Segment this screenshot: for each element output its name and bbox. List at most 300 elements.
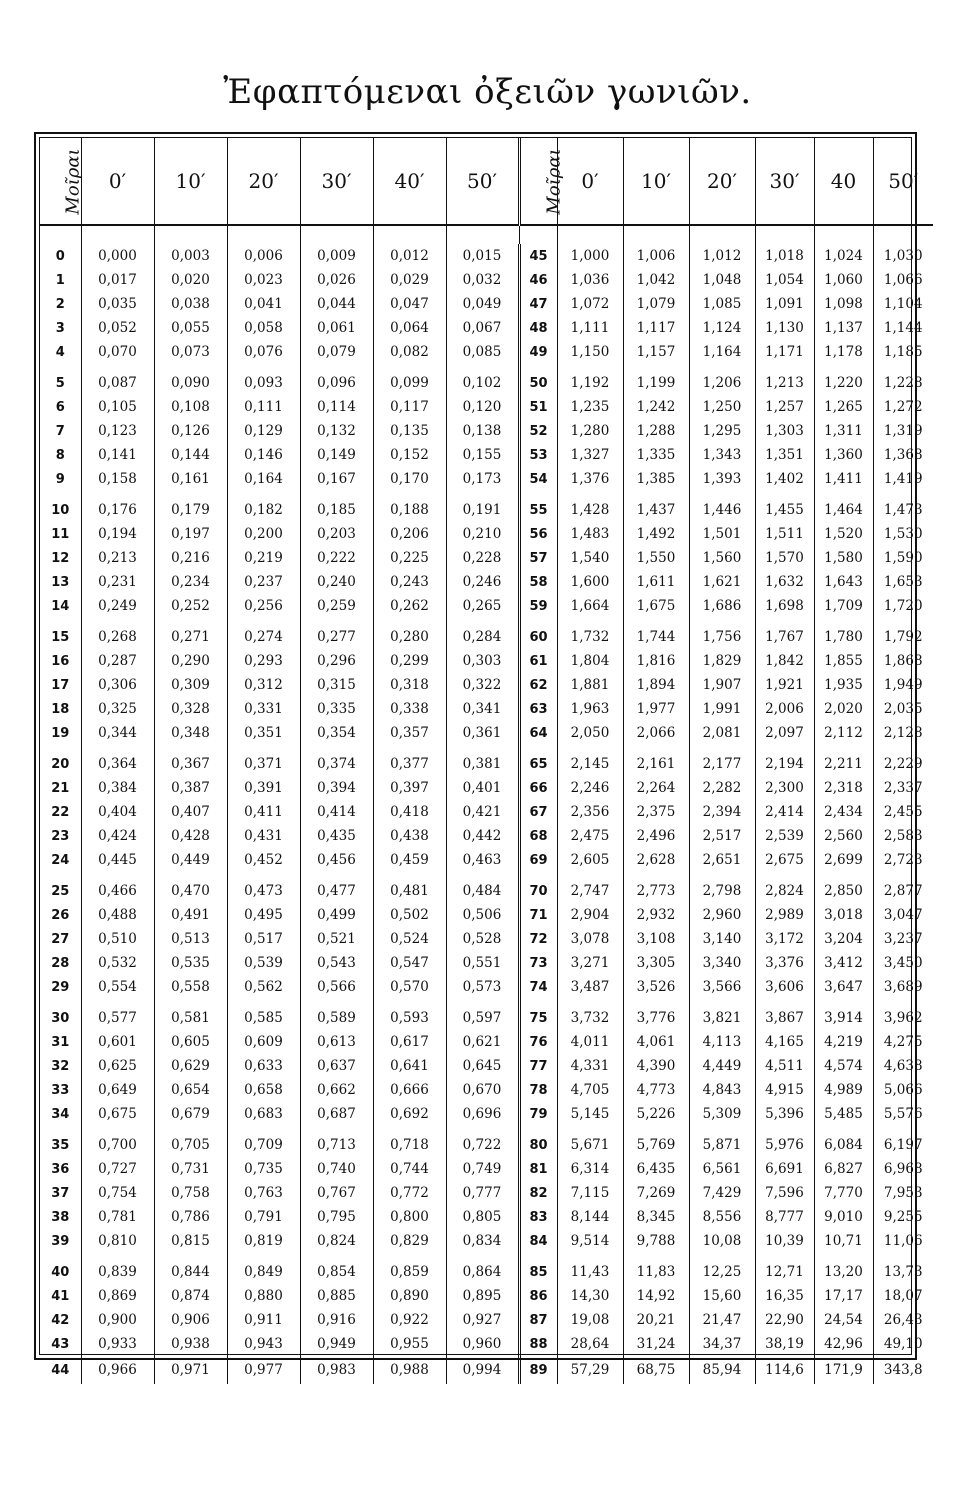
tangent-value-cell: 0,404 <box>81 800 154 824</box>
tangent-value-cell: 2,723 <box>883 852 923 868</box>
tangent-value-cell: 2,414 <box>755 800 814 824</box>
tangent-value-cell: 0,513 <box>154 927 227 951</box>
table-row <box>40 1205 933 1229</box>
table-row <box>40 927 933 951</box>
tangent-value-cell: 0,744 <box>373 1157 446 1181</box>
tangent-value-cell: 0,167 <box>300 467 373 491</box>
tangent-value-cell: 1,907 <box>689 673 755 697</box>
tangent-value-cell: 0,477 <box>300 872 373 903</box>
tangent-value-cell: 3,305 <box>623 951 689 975</box>
table-row <box>40 467 933 491</box>
tangent-value-cell: 1,643 <box>814 570 873 594</box>
tangent-value-cell: 1,411 <box>814 467 873 491</box>
tangent-value-cell: 2,097 <box>755 721 814 745</box>
tangent-value-cell: 1,483 <box>557 522 623 546</box>
tangent-value-cell: 12,71 <box>755 1253 814 1284</box>
tangent-value-cell: 11,83 <box>623 1253 689 1284</box>
degree-cell: 69 <box>519 848 557 872</box>
tangent-value-cell: 3,340 <box>689 951 755 975</box>
tangent-value-cell: 0,225 <box>373 546 446 570</box>
tangent-value-cell: 0,188 <box>373 491 446 522</box>
table-row <box>40 1181 933 1205</box>
spacer-row <box>40 225 933 244</box>
tangent-value-cell: 0,481 <box>373 872 446 903</box>
tangent-value-cell: 0,290 <box>154 649 227 673</box>
tangent-value-cell: 15,60 <box>689 1284 755 1308</box>
tangent-value-cell: 0,418 <box>373 800 446 824</box>
tangent-value-cell: 16,35 <box>755 1284 814 1308</box>
tangent-value-cell: 0,829 <box>373 1229 446 1253</box>
tangent-value-cell: 4,219 <box>814 1030 873 1054</box>
tangent-value-cell: 0,589 <box>300 999 373 1030</box>
tangent-value-cell: 0,641 <box>373 1054 446 1078</box>
tangent-value-cell: 0,906 <box>154 1308 227 1332</box>
table-row <box>40 340 933 364</box>
tangent-value-cell: 2,747 <box>557 872 623 903</box>
tangent-value-cell: 0,517 <box>227 927 300 951</box>
tangent-value-cell: 4,843 <box>689 1078 755 1102</box>
tangent-value-cell: 0,381 <box>446 745 519 776</box>
tangent-value-cell: 0,017 <box>81 268 154 292</box>
tangent-value-cell: 2,282 <box>689 776 755 800</box>
degree-cell: 2 <box>40 292 81 316</box>
tangent-value-cell: 0,117 <box>373 395 446 419</box>
table-row <box>40 872 933 903</box>
tangent-value-cell: 8,345 <box>623 1205 689 1229</box>
table-row <box>40 1284 933 1308</box>
tangent-value-cell: 1,360 <box>814 443 873 467</box>
tangent-value-cell: 0,502 <box>373 903 446 927</box>
tangent-value-cell: 0,621 <box>446 1030 519 1054</box>
degree-cell: 56 <box>519 522 557 546</box>
minutes-header: 50′ <box>446 138 519 225</box>
tangent-value-cell: 1,419 <box>883 471 923 487</box>
tangent-value-cell: 0,445 <box>81 848 154 872</box>
table-row <box>40 491 933 522</box>
tangent-value-cell: 0,328 <box>154 697 227 721</box>
minutes-header: 10′ <box>623 138 689 225</box>
table-row <box>40 268 933 292</box>
degree-cell: 68 <box>519 824 557 848</box>
tangent-value-cell: 6,561 <box>689 1157 755 1181</box>
table-row <box>40 649 933 673</box>
tangent-value-cell: 0,749 <box>446 1157 519 1181</box>
tangent-value-cell: 0,864 <box>446 1253 519 1284</box>
tangent-value-cell: 0,470 <box>154 872 227 903</box>
tangent-value-cell: 0,306 <box>81 673 154 697</box>
degree-cell: 66 <box>519 776 557 800</box>
tangent-value-cell: 0,593 <box>373 999 446 1030</box>
tangent-value-cell: 0,613 <box>300 1030 373 1054</box>
tangent-value-cell: 6,197 <box>883 1137 923 1153</box>
tangent-value-cell: 0,047 <box>373 292 446 316</box>
tangent-value-cell: 1,085 <box>689 292 755 316</box>
tangent-value-cell: 3,962 <box>883 1010 923 1026</box>
degree-cell: 48 <box>519 316 557 340</box>
tangent-value-cell: 0,096 <box>300 364 373 395</box>
tangent-value-cell: 0,222 <box>300 546 373 570</box>
tangent-value-cell: 0,740 <box>300 1157 373 1181</box>
tangent-value-cell: 0,234 <box>154 570 227 594</box>
table-body <box>40 225 933 1384</box>
tangent-value-cell: 0,791 <box>227 1205 300 1229</box>
tangent-value-cell: 0,384 <box>81 776 154 800</box>
tangent-value-cell: 0,303 <box>446 649 519 673</box>
tangent-value-cell: 1,066 <box>883 272 923 288</box>
tangent-value-cell: 2,211 <box>814 745 873 776</box>
tangent-value-cell: 1,600 <box>557 570 623 594</box>
tangent-value-cell: 1,492 <box>623 522 689 546</box>
tangent-value-cell: 0,397 <box>373 776 446 800</box>
tangent-value-cell: 2,318 <box>814 776 873 800</box>
tangent-value-cell: 0,585 <box>227 999 300 1030</box>
minutes-header: 10′ <box>154 138 227 225</box>
degree-cell: 12 <box>40 546 81 570</box>
tangent-value-cell: 1,780 <box>814 618 873 649</box>
tangent-value-cell: 2,850 <box>814 872 873 903</box>
tangent-value-cell: 0,367 <box>154 745 227 776</box>
tangent-value-cell: 1,000 <box>557 244 623 268</box>
tangent-value-cell: 1,104 <box>883 296 923 312</box>
tangent-value-cell: 1,042 <box>623 268 689 292</box>
tangent-value-cell: 0,377 <box>373 745 446 776</box>
tangent-value-cell: 0,609 <box>227 1030 300 1054</box>
tangent-value-cell: 1,060 <box>814 268 873 292</box>
tangent-value-cell: 0,938 <box>154 1332 227 1356</box>
tangent-value-cell: 38,19 <box>755 1332 814 1356</box>
tangent-value-cell: 0,338 <box>373 697 446 721</box>
table-row <box>40 1253 933 1284</box>
tangent-value-cell: 0,061 <box>300 316 373 340</box>
table-row <box>40 522 933 546</box>
degree-cell: 36 <box>40 1157 81 1181</box>
tangent-value-cell: 0,256 <box>227 594 300 618</box>
tangent-value-cell: 0,735 <box>227 1157 300 1181</box>
degree-cell: 50 <box>519 364 557 395</box>
tangent-value-cell: 0,933 <box>81 1332 154 1356</box>
tangent-value-cell: 1,250 <box>689 395 755 419</box>
table-row <box>40 1030 933 1054</box>
tangent-value-cell: 1,137 <box>814 316 873 340</box>
tangent-value-cell: 0,161 <box>154 467 227 491</box>
degree-cell: 53 <box>519 443 557 467</box>
tangent-value-cell: 13,20 <box>814 1253 873 1284</box>
tangent-value-cell: 0,532 <box>81 951 154 975</box>
tangent-value-cell: 2,517 <box>689 824 755 848</box>
tangent-value-cell: 0,331 <box>227 697 300 721</box>
tangent-value-cell: 3,271 <box>557 951 623 975</box>
tangent-value-cell: 0,421 <box>446 800 519 824</box>
tangent-value-cell: 4,574 <box>814 1054 873 1078</box>
tangent-value-cell: 1,144 <box>883 320 923 336</box>
tangent-value-cell: 5,871 <box>689 1126 755 1157</box>
tangent-value-cell: 1,621 <box>689 570 755 594</box>
tangent-value-cell: 0,890 <box>373 1284 446 1308</box>
degree-cell: 57 <box>519 546 557 570</box>
tangent-value-cell: 1,199 <box>623 364 689 395</box>
tangent-value-cell: 2,628 <box>623 848 689 872</box>
tangent-value-cell: 0,459 <box>373 848 446 872</box>
table-row <box>40 824 933 848</box>
tangent-value-cell: 0,713 <box>300 1126 373 1157</box>
table-row <box>40 1332 933 1356</box>
degree-cell: 17 <box>40 673 81 697</box>
tangent-value-cell: 6,827 <box>814 1157 873 1181</box>
tangent-value-cell: 0,922 <box>373 1308 446 1332</box>
tangent-value-cell: 0,231 <box>81 570 154 594</box>
tangent-value-cell: 1,130 <box>755 316 814 340</box>
degree-cell: 78 <box>519 1078 557 1102</box>
tangent-value-cell: 2,229 <box>883 756 923 772</box>
tangent-value-cell: 0,539 <box>227 951 300 975</box>
tangent-value-cell: 2,264 <box>623 776 689 800</box>
tangent-value-cell: 0,391 <box>227 776 300 800</box>
degree-cell: 0 <box>40 244 81 268</box>
tangent-value-cell: 0,344 <box>81 721 154 745</box>
tangent-value-cell: 1,091 <box>755 292 814 316</box>
tangent-value-cell: 5,226 <box>623 1102 689 1126</box>
tangent-value-cell: 0,449 <box>154 848 227 872</box>
tangent-value-cell: 34,37 <box>689 1332 755 1356</box>
tangent-value-cell: 0,428 <box>154 824 227 848</box>
tangent-value-cell: 0,844 <box>154 1253 227 1284</box>
degree-cell: 32 <box>40 1054 81 1078</box>
degree-cell: 84 <box>519 1229 557 1253</box>
tangent-value-cell: 0,032 <box>446 268 519 292</box>
tangent-value-cell: 0,601 <box>81 1030 154 1054</box>
tangent-value-cell: 0,271 <box>154 618 227 649</box>
minutes-header: 50′ <box>873 138 933 225</box>
degree-cell: 4 <box>40 340 81 364</box>
degree-cell: 37 <box>40 1181 81 1205</box>
degree-cell: 70 <box>519 872 557 903</box>
tangent-value-cell: 0,287 <box>81 649 154 673</box>
tangent-value-cell: 1,570 <box>755 546 814 570</box>
tangent-value-cell: 6,968 <box>883 1161 923 1177</box>
tangent-value-cell: 0,662 <box>300 1078 373 1102</box>
tangent-value-cell: 3,078 <box>557 927 623 951</box>
tangent-value-cell: 0,041 <box>227 292 300 316</box>
tangent-value-cell: 2,434 <box>814 800 873 824</box>
tangent-value-cell: 2,496 <box>623 824 689 848</box>
tangent-value-cell: 114,6 <box>755 1356 814 1384</box>
tangent-value-cell: 0,633 <box>227 1054 300 1078</box>
degree-cell: 64 <box>519 721 557 745</box>
tangent-value-cell: 0,194 <box>81 522 154 546</box>
degree-cell: 72 <box>519 927 557 951</box>
tangent-value-cell: 0,268 <box>81 618 154 649</box>
tangent-value-cell: 0,988 <box>373 1356 446 1384</box>
tangent-value-cell: 1,220 <box>814 364 873 395</box>
tangent-value-cell: 0,683 <box>227 1102 300 1126</box>
tangent-value-cell: 0,722 <box>446 1126 519 1157</box>
tangent-value-cell: 0,309 <box>154 673 227 697</box>
tangent-value-cell: 1,030 <box>883 248 923 264</box>
degree-cell: 21 <box>40 776 81 800</box>
degree-cell: 39 <box>40 1229 81 1253</box>
degree-cell: 19 <box>40 721 81 745</box>
tangent-value-cell: 0,000 <box>81 244 154 268</box>
tangent-value-cell: 2,539 <box>755 824 814 848</box>
table-row <box>40 244 933 268</box>
tangent-value-cell: 1,473 <box>883 502 923 518</box>
tangent-value-cell: 0,543 <box>300 951 373 975</box>
tangent-value-cell: 0,049 <box>446 292 519 316</box>
table-row <box>40 903 933 927</box>
degree-cell: 60 <box>519 618 557 649</box>
tangent-value-cell: 2,300 <box>755 776 814 800</box>
tangent-value-cell: 18,07 <box>883 1288 923 1304</box>
tangent-value-cell: 0,237 <box>227 570 300 594</box>
tangent-value-cell: 1,664 <box>557 594 623 618</box>
tangent-value-cell: 1,327 <box>557 443 623 467</box>
tangent-value-cell: 0,625 <box>81 1054 154 1078</box>
tangent-value-cell: 1,335 <box>623 443 689 467</box>
tangent-value-cell: 1,590 <box>883 550 923 566</box>
degree-cell: 82 <box>519 1181 557 1205</box>
table-row <box>40 1229 933 1253</box>
table-row <box>40 673 933 697</box>
tangent-value-cell: 1,319 <box>883 423 923 439</box>
tangent-value-cell: 5,671 <box>557 1126 623 1157</box>
tangent-value-cell: 0,240 <box>300 570 373 594</box>
tangent-value-cell: 0,176 <box>81 491 154 522</box>
tangent-value-cell: 0,424 <box>81 824 154 848</box>
tangent-value-cell: 0,456 <box>300 848 373 872</box>
degree-cell: 81 <box>519 1157 557 1181</box>
tangent-value-cell: 0,960 <box>446 1332 519 1356</box>
table-row <box>40 1356 933 1384</box>
tangent-value-cell: 0,675 <box>81 1102 154 1126</box>
tangent-value-cell: 3,526 <box>623 975 689 999</box>
tangent-value-cell: 0,815 <box>154 1229 227 1253</box>
tangent-value-cell: 1,720 <box>883 598 923 614</box>
tangent-value-cell: 0,111 <box>227 395 300 419</box>
tangent-value-cell: 1,385 <box>623 467 689 491</box>
tangent-value-cell: 0,371 <box>227 745 300 776</box>
tangent-value-cell: 0,044 <box>300 292 373 316</box>
tangent-value-cell: 1,580 <box>814 546 873 570</box>
tangent-value-cell: 1,117 <box>623 316 689 340</box>
tangent-value-cell: 0,658 <box>227 1078 300 1102</box>
tangent-value-cell: 0,262 <box>373 594 446 618</box>
tangent-value-cell: 1,428 <box>557 491 623 522</box>
tangent-value-cell: 0,731 <box>154 1157 227 1181</box>
tangent-value-cell: 0,859 <box>373 1253 446 1284</box>
tangent-value-cell: 3,376 <box>755 951 814 975</box>
degree-cell: 40 <box>40 1253 81 1284</box>
tangent-value-cell: 0,916 <box>300 1308 373 1332</box>
tangent-value-cell: 2,020 <box>814 697 873 721</box>
tangent-value-cell: 0,983 <box>300 1356 373 1384</box>
tangent-value-cell: 0,869 <box>81 1284 154 1308</box>
degree-cell: 89 <box>519 1356 557 1384</box>
tangent-value-cell: 1,235 <box>557 395 623 419</box>
tangent-value-cell: 5,576 <box>883 1106 923 1122</box>
tangent-value-cell: 0,312 <box>227 673 300 697</box>
degree-cell: 15 <box>40 618 81 649</box>
tangent-value-cell: 0,955 <box>373 1332 446 1356</box>
tangent-value-cell: 0,173 <box>446 467 519 491</box>
tangent-value-cell: 5,769 <box>623 1126 689 1157</box>
tangent-value-cell: 0,401 <box>446 776 519 800</box>
tangent-value-cell: 2,960 <box>689 903 755 927</box>
tangent-value-cell: 1,006 <box>623 244 689 268</box>
degree-cell: 24 <box>40 848 81 872</box>
degree-cell: 59 <box>519 594 557 618</box>
minutes-header: 30′ <box>300 138 373 225</box>
tangent-value-cell: 0,874 <box>154 1284 227 1308</box>
table-row <box>40 618 933 649</box>
degree-cell: 49 <box>519 340 557 364</box>
tangent-value-cell: 1,977 <box>623 697 689 721</box>
tangent-value-cell: 0,135 <box>373 419 446 443</box>
tangent-value-cell: 0,102 <box>446 364 519 395</box>
page-title: Ἐφαπτόμεναι ὀξειῶν γωνιῶν. <box>223 72 752 112</box>
tangent-value-cell: 0,900 <box>81 1308 154 1332</box>
tangent-value-cell: 1,295 <box>689 419 755 443</box>
tangent-value-cell: 0,570 <box>373 975 446 999</box>
degree-cell: 79 <box>519 1102 557 1126</box>
tangent-value-cell: 0,138 <box>446 419 519 443</box>
tangent-value-cell: 1,124 <box>689 316 755 340</box>
tangent-value-cell: 9,255 <box>883 1209 923 1225</box>
tangent-value-cell: 4,390 <box>623 1054 689 1078</box>
minutes-header: 40 <box>814 138 873 225</box>
tangent-value-cell: 1,611 <box>623 570 689 594</box>
tangent-value-cell: 1,632 <box>755 570 814 594</box>
tangent-value-cell: 1,272 <box>883 399 923 415</box>
tangent-value-cell: 0,114 <box>300 395 373 419</box>
tangent-value-cell: 2,798 <box>689 872 755 903</box>
tangent-value-cell: 42,96 <box>814 1332 873 1356</box>
tangent-value-cell: 0,911 <box>227 1308 300 1332</box>
degree-cell: 16 <box>40 649 81 673</box>
tangent-value-cell: 0,105 <box>81 395 154 419</box>
tangent-value-cell: 1,072 <box>557 292 623 316</box>
tangent-value-cell: 2,161 <box>623 745 689 776</box>
tangent-value-cell: 2,246 <box>557 776 623 800</box>
tangent-value-cell: 0,679 <box>154 1102 227 1126</box>
tangent-value-cell: 2,877 <box>883 883 923 899</box>
degrees-header-left: Μοῖραι <box>40 138 81 225</box>
tangent-value-cell: 3,606 <box>755 975 814 999</box>
tangent-value-cell: 0,006 <box>227 244 300 268</box>
tangent-value-cell: 1,048 <box>689 268 755 292</box>
tangent-value-cell: 1,455 <box>755 491 814 522</box>
degree-cell: 62 <box>519 673 557 697</box>
tangent-value-cell: 0,577 <box>81 999 154 1030</box>
tangent-value-cell: 4,989 <box>814 1078 873 1102</box>
tangent-value-cell: 1,054 <box>755 268 814 292</box>
tangent-value-cell: 2,177 <box>689 745 755 776</box>
tangent-value-cell: 11,06 <box>883 1233 923 1249</box>
tangent-value-cell: 0,805 <box>446 1205 519 1229</box>
tangent-value-cell: 1,921 <box>755 673 814 697</box>
tangent-value-cell: 1,150 <box>557 340 623 364</box>
tangent-value-cell: 1,157 <box>623 340 689 364</box>
degree-cell: 44 <box>40 1356 81 1384</box>
tangent-value-cell: 0,277 <box>300 618 373 649</box>
tangent-value-cell: 0,296 <box>300 649 373 673</box>
tangent-value-cell: 1,393 <box>689 467 755 491</box>
tangent-value-cell: 0,210 <box>446 522 519 546</box>
tangent-value-cell: 1,024 <box>814 244 873 268</box>
degree-cell: 9 <box>40 467 81 491</box>
tangent-value-cell: 4,705 <box>557 1078 623 1102</box>
minutes-header: 20′ <box>689 138 755 225</box>
tangent-value-cell: 7,596 <box>755 1181 814 1205</box>
